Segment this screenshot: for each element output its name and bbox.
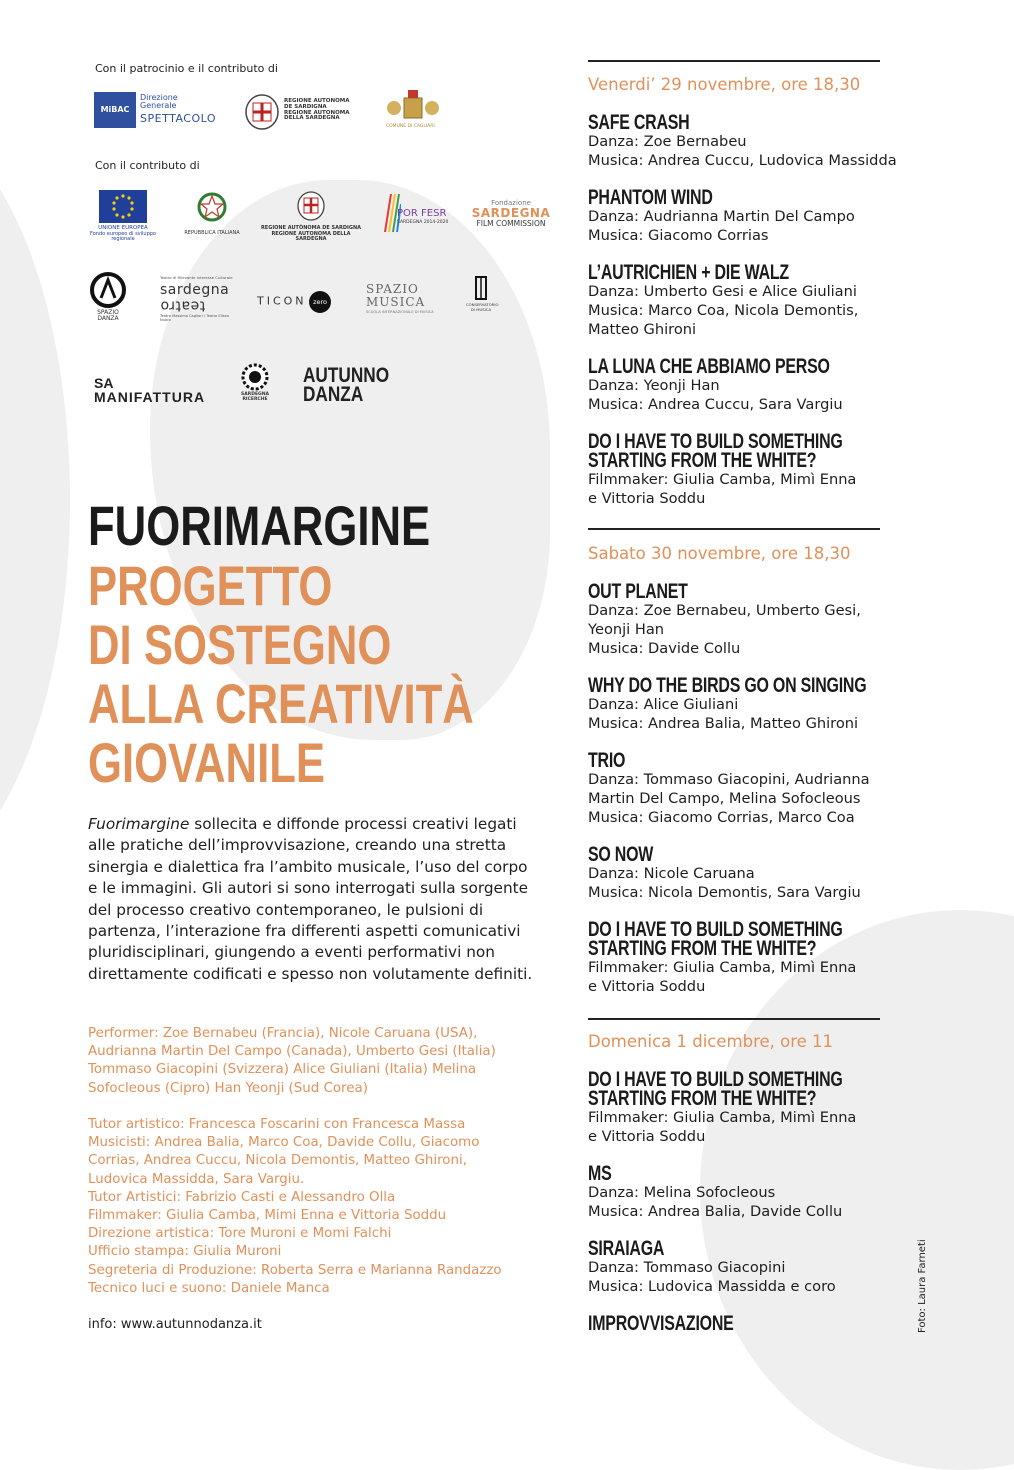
event-detail: Filmmaker: Giulia Camba, Mimì Enna	[588, 471, 857, 488]
event-detail: Danza: Umberto Gesi e Alice Giuliani	[588, 283, 857, 300]
regione-sardegna-logo-2: REGIONE AUTÒNOMA DE SARDIGNA REGIONE AUTONOMA DELLA SARDEGNA	[257, 190, 365, 242]
event-ms	[588, 1164, 988, 1221]
event-detail: Danza: Zoe Bernabeu	[588, 133, 747, 150]
repubblica-italiana-logo: REPUBBLICA ITALIANA	[180, 190, 244, 237]
day-heading-friday: Venerdi’ 29 novembre, ore 18,30	[588, 75, 861, 94]
event-safe-crash	[588, 113, 988, 170]
subtitle-line: ALLA CREATIVITÀ	[88, 672, 474, 735]
event-title: TRIO	[588, 749, 626, 772]
regione-crest-icon	[244, 93, 280, 131]
credit-line: Ludovica Massidda, Sara Vargiu.	[88, 1171, 305, 1187]
event-detail: Danza: Tommaso Giacopini, Audrianna	[588, 771, 870, 788]
event-title-line2: STARTING FROM THE WHITE?	[588, 1087, 817, 1110]
subtitle-line: GIOVANILE	[88, 731, 326, 794]
event-why-do-the-birds	[588, 676, 988, 733]
sardegna-ricerche-logo: SARDEGNA RICERCHE	[236, 363, 274, 403]
event-trio	[588, 751, 988, 827]
event-detail: e Vittoria Soddu	[588, 490, 706, 507]
subtitle-line: DI SOSTEGNO	[88, 613, 392, 676]
event-title-line2: STARTING FROM THE WHITE?	[588, 937, 817, 960]
event-title-line2: STARTING FROM THE WHITE?	[588, 449, 817, 472]
photo-credit: Foto: Laura Farneti	[917, 1239, 928, 1333]
intro-text: sollecita e diffonde processi creativi legati alle pratiche dell’improvvisazione, creando una stretta sinergia e dialettica fra l’ambito musicale, l’uso del corpo e le immagini. Gli autori si sono interrogati sulla sorgente del processo creativo contemporaneo, le pulsioni di partenza, l’interazione fra differenti aspetti comunicativi pluridisciplinari, giungendo a eventi performativi non direttamente codificati e spesso non volutamente definiti.	[88, 815, 533, 983]
event-phantom-wind	[588, 188, 988, 245]
spazio-musica-logo: SPAZIO MUSICA SCUOLA INTERNAZIONALE DI MUSICA	[366, 282, 434, 315]
eu-flag-icon	[99, 190, 147, 223]
day-divider	[588, 60, 880, 62]
page-title: FUORIMARGINE	[88, 494, 431, 557]
event-title: DO I HAVE TO BUILD SOMETHING	[588, 918, 843, 941]
ue-logo: UNIONE EUROPEA Fondo europeo di sviluppo regionale	[80, 190, 166, 242]
event-detail: Musica: Davide Collu	[588, 640, 741, 657]
credit-line: Direzione artistica: Tore Muroni e Momi Falchi	[88, 1226, 392, 1242]
credit-line: Audrianna Martin Del Campo (Canada), Umberto Gesi (Italia)	[88, 1044, 496, 1060]
performer-credits	[88, 1025, 548, 1098]
event-autrichien	[588, 263, 988, 339]
event-detail: Musica: Andrea Balia, Davide Collu	[588, 1203, 843, 1220]
event-detail: Matteo Ghironi	[588, 321, 697, 338]
event-detail: Musica: Ludovica Massidda e coro	[588, 1278, 836, 1295]
day-divider	[588, 528, 880, 530]
credit-line: Ufficio stampa: Giulia Muroni	[88, 1244, 282, 1260]
event-detail: Musica: Giacomo Corrias, Marco Coa	[588, 809, 855, 826]
intro-paragraph	[88, 814, 538, 985]
event-detail: Danza: Zoe Bernabeu, Umberto Gesi,	[588, 602, 861, 619]
event-detail: Danza: Alice Giuliani	[588, 696, 739, 713]
event-out-planet	[588, 582, 988, 658]
background-shape-left	[0, 120, 70, 880]
event-title: PHANTOM WIND	[588, 186, 713, 209]
spazio-danza-mark-icon	[89, 272, 127, 308]
event-title: LA LUNA CHE ABBIAMO PERSO	[588, 355, 830, 378]
sardegna-teatro-logo: Teatro di Rilevante Interesse Culturale sardegna teatro Teatro Massimo Cagliari / Teatro Eliseo Nuoro	[160, 275, 233, 323]
event-detail: Filmmaker: Giulia Camba, Mimì Enna	[588, 959, 857, 976]
event-siraiaga	[588, 1239, 988, 1296]
credit-line: Tutor artistico: Francesca Foscarini con Francesca Massa	[88, 1117, 466, 1132]
credit-line: Performer: Zoe Bernabeu (Francia), Nicole Caruana (USA),	[88, 1026, 478, 1041]
day-heading-saturday: Sabato 30 novembre, ore 18,30	[588, 544, 851, 563]
regione-crest-icon-2	[296, 190, 326, 222]
event-detail: e Vittoria Soddu	[588, 1128, 706, 1145]
credit-line: Corrias, Andrea Cuccu, Nicola Demontis, Matteo Ghironi,	[88, 1153, 467, 1169]
event-detail: Danza: Nicole Caruana	[588, 865, 755, 882]
sardegna-ricerche-mark-icon	[241, 363, 269, 391]
event-so-now	[588, 845, 988, 902]
event-title: SAFE CRASH	[588, 111, 690, 134]
info-website: info: www.autunnodanza.it	[88, 1317, 262, 1332]
day-heading-sunday: Domenica 1 dicembre, ore 11	[588, 1032, 834, 1051]
day-divider	[588, 1018, 880, 1020]
event-improvvisazione	[588, 1314, 988, 1333]
event-title: OUT PLANET	[588, 580, 688, 603]
event-detail: Danza: Tommaso Giacopini	[588, 1259, 786, 1276]
event-title: SIRAIAGA	[588, 1237, 665, 1260]
event-title: WHY DO THE BIRDS GO ON SINGING	[588, 674, 867, 697]
event-detail: Musica: Marco Coa, Nicola Demontis,	[588, 302, 859, 319]
event-detail: Martin Del Campo, Melina Sofocleous	[588, 790, 861, 807]
contribution-label: Con il contributo di	[95, 159, 200, 172]
subtitle-line: PROGETTO	[88, 554, 333, 617]
event-title: MS	[588, 1162, 612, 1185]
event-detail: Musica: Andrea Balia, Matteo Ghironi	[588, 715, 859, 732]
event-detail: Yeonji Han	[588, 621, 665, 638]
page-subtitle	[88, 556, 474, 792]
sardegna-film-commission-logo: Fondazione SARDEGNA FILM COMMISSION	[471, 199, 551, 228]
spazio-danza-logo: SPAZIO DANZA	[88, 272, 128, 322]
event-detail: Musica: Andrea Cuccu, Sara Vargiu	[588, 396, 843, 413]
conservatorio-logo: CONSERVATORIO DI MUSICA	[466, 275, 496, 312]
event-title: DO I HAVE TO BUILD SOMETHING	[588, 430, 843, 453]
intro-lead: Fuorimargine	[88, 815, 190, 833]
ticonzero-logo: TICON zero	[257, 291, 331, 313]
italian-emblem-icon	[196, 190, 228, 224]
event-title: DO I HAVE TO BUILD SOMETHING	[588, 1068, 843, 1091]
event-detail: Danza: Yeonji Han	[588, 377, 720, 394]
event-title: IMPROVVISAZIONE	[588, 1312, 734, 1335]
staff-credits	[88, 1116, 548, 1298]
event-detail: Musica: Giacomo Corrias	[588, 227, 769, 244]
event-do-i-have-1	[588, 432, 988, 508]
event-detail: Filmmaker: Giulia Camba, Mimì Enna	[588, 1109, 857, 1126]
event-detail: Danza: Melina Sofocleous	[588, 1184, 776, 1201]
event-detail: Musica: Andrea Cuccu, Ludovica Massidda	[588, 152, 897, 169]
event-do-i-have-3	[588, 1070, 988, 1146]
autunno-danza-logo: AUTUNNO DANZA	[303, 364, 390, 406]
credit-line: Sofocleous (Cipro) Han Yeonji (Sud Corea)	[88, 1080, 368, 1096]
conservatorio-mark-icon	[473, 275, 489, 301]
event-detail: Danza: Audrianna Martin Del Campo	[588, 208, 855, 225]
sa-manifattura-logo: SA MANIFATTURA	[94, 375, 206, 405]
event-title: L’AUTRICHIEN + DIE WALZ	[588, 261, 789, 284]
credit-line: Tecnico luci e suono: Daniele Manca	[88, 1280, 330, 1296]
event-detail: Musica: Nicola Demontis, Sara Vargiu	[588, 884, 861, 901]
patronage-label: Con il patrocinio e il contributo di	[95, 62, 278, 75]
cagliari-crest-icon	[384, 88, 442, 124]
credit-line: Tutor Artistici: Fabrizio Casti e Alessandro Olla	[88, 1189, 396, 1205]
event-la-luna	[588, 357, 988, 414]
credit-line: Filmmaker: Giulia Camba, Mimi Enna e Vittoria Soddu	[88, 1208, 447, 1224]
credit-line: Musicisti: Andrea Balia, Marco Coa, Davide Collu, Giacomo	[88, 1135, 480, 1151]
event-do-i-have-2	[588, 920, 988, 996]
credit-line: Tommaso Giacopini (Svizzera) Alice Giuliani (Italia) Melina	[88, 1062, 477, 1078]
event-title: SO NOW	[588, 843, 654, 866]
credit-line: Segreteria di Produzione: Roberta Serra e Marianna Randazzo	[88, 1262, 502, 1278]
event-detail: e Vittoria Soddu	[588, 978, 706, 995]
